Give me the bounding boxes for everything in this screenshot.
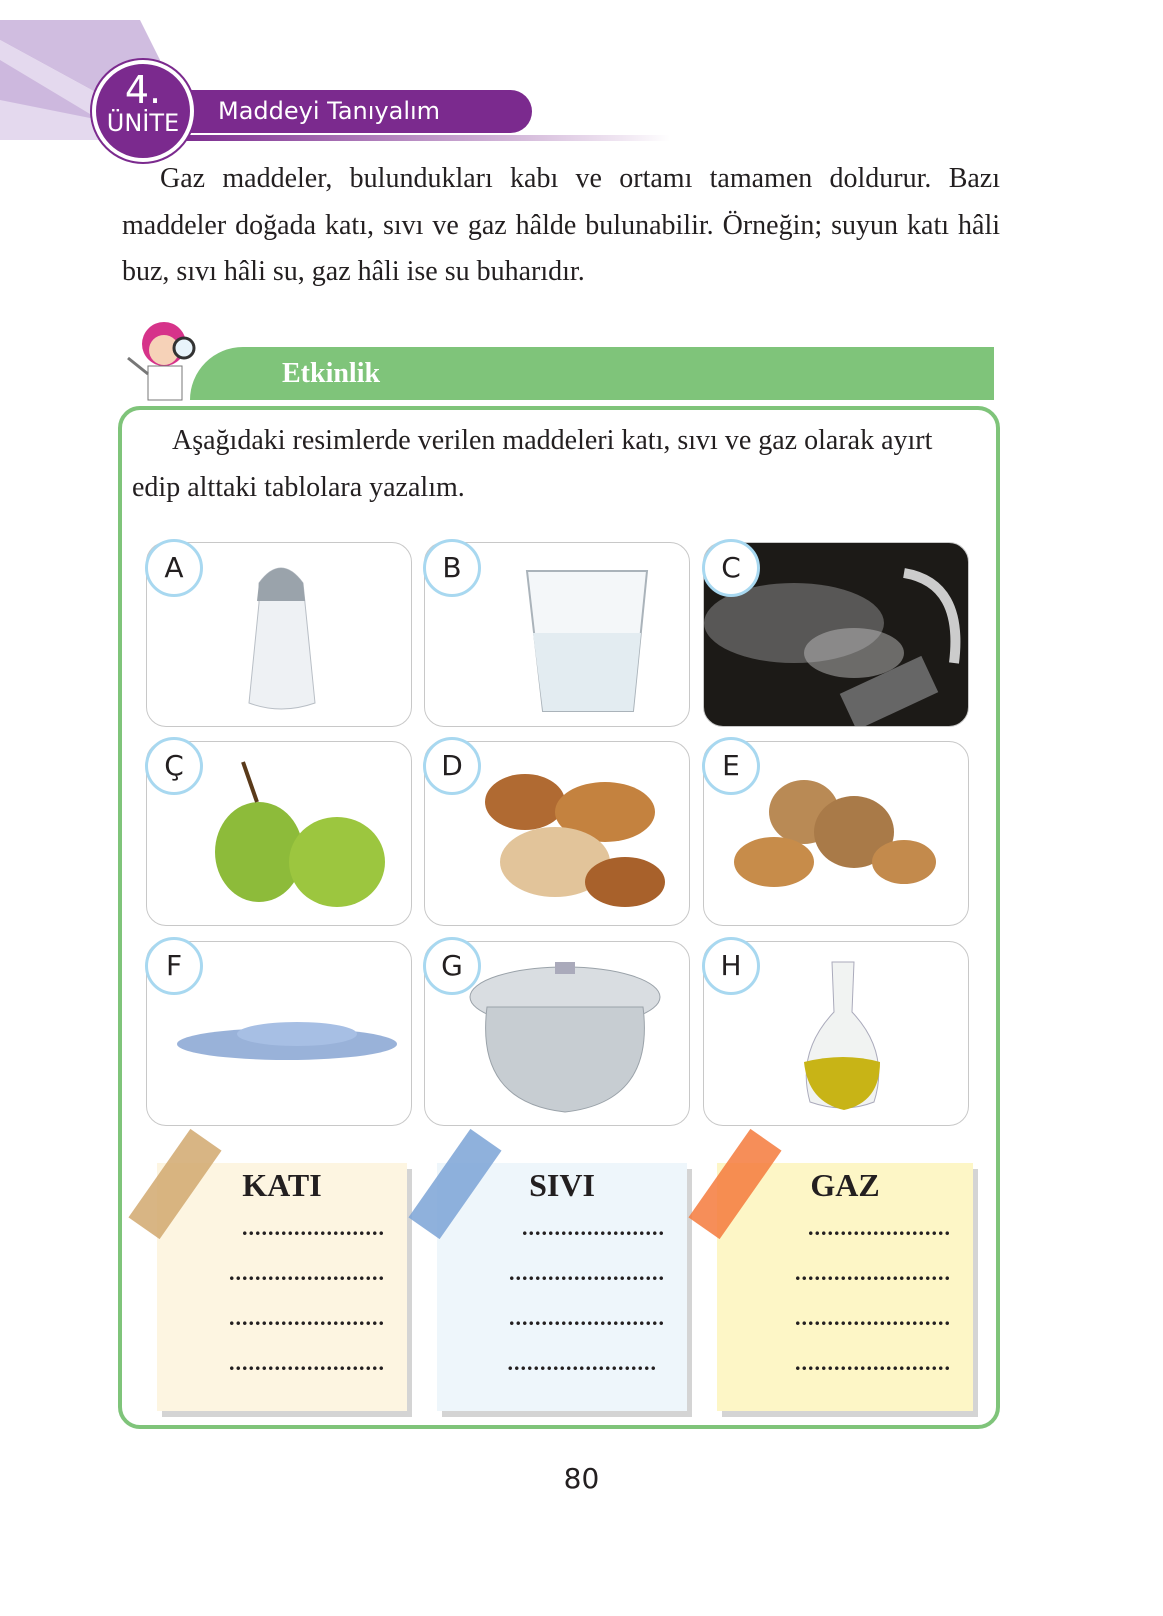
table-kati — [157, 1163, 407, 1411]
page-number: 80 — [563, 1462, 600, 1495]
title-underline — [180, 135, 670, 141]
answer-line[interactable]: ...................... — [242, 1215, 385, 1240]
answer-line[interactable]: ...................... — [808, 1215, 951, 1240]
answer-line[interactable]: ........................ — [229, 1350, 385, 1375]
answer-line[interactable]: ........................ — [509, 1305, 665, 1330]
unit-number: 4. — [124, 68, 162, 112]
answer-line[interactable]: ...................... — [522, 1215, 665, 1240]
activity-header: Etkinlik — [190, 347, 994, 400]
answer-line[interactable]: ........................ — [229, 1260, 385, 1285]
item-letter-a: A — [145, 539, 203, 597]
answer-line[interactable]: ........................ — [795, 1350, 951, 1375]
intro-paragraph — [122, 156, 1000, 296]
table-sivi — [437, 1163, 687, 1411]
answer-line[interactable]: ........................ — [795, 1305, 951, 1330]
item-letter-g: G — [423, 937, 481, 995]
unit-title: Maddeyi Tanıyalım — [180, 90, 532, 133]
item-letter-f: F — [145, 937, 203, 995]
intro-text: Gaz maddeler, bulundukları kabı ve ortamı tamamen doldurur. Bazı maddeler doğada katı, sıvı ve gaz hâlde bulunabilir. Örneğin; suyun katı hâli buz, sıvı hâli su, gaz hâli ise su buharıdır. — [122, 163, 1000, 287]
item-letter-ç: Ç — [145, 737, 203, 795]
table-title-gaz: GAZ — [810, 1167, 880, 1203]
answer-line[interactable]: ........................ — [509, 1260, 665, 1285]
unit-word: ÜNİTE — [106, 109, 180, 137]
answer-line[interactable]: ........................ — [795, 1260, 951, 1285]
item-letter-d: D — [423, 737, 481, 795]
item-letter-b: B — [423, 539, 481, 597]
unit-badge — [92, 60, 194, 162]
item-letter-c: C — [702, 539, 760, 597]
table-gaz — [717, 1163, 973, 1411]
answer-line[interactable]: ........................ — [229, 1305, 385, 1330]
table-title-sivi: SIVI — [529, 1167, 595, 1203]
answer-line[interactable]: ....................... — [507, 1350, 657, 1375]
item-letter-h: H — [702, 937, 760, 995]
table-title-kati: KATI — [242, 1167, 322, 1203]
instruction-text: Aşağıdaki resimlerde verilen maddeleri katı, sıvı ve gaz olarak ayırt edip alttaki tablolara yazalım. — [132, 425, 933, 503]
activity-instruction — [132, 417, 984, 511]
item-letter-e: E — [702, 737, 760, 795]
